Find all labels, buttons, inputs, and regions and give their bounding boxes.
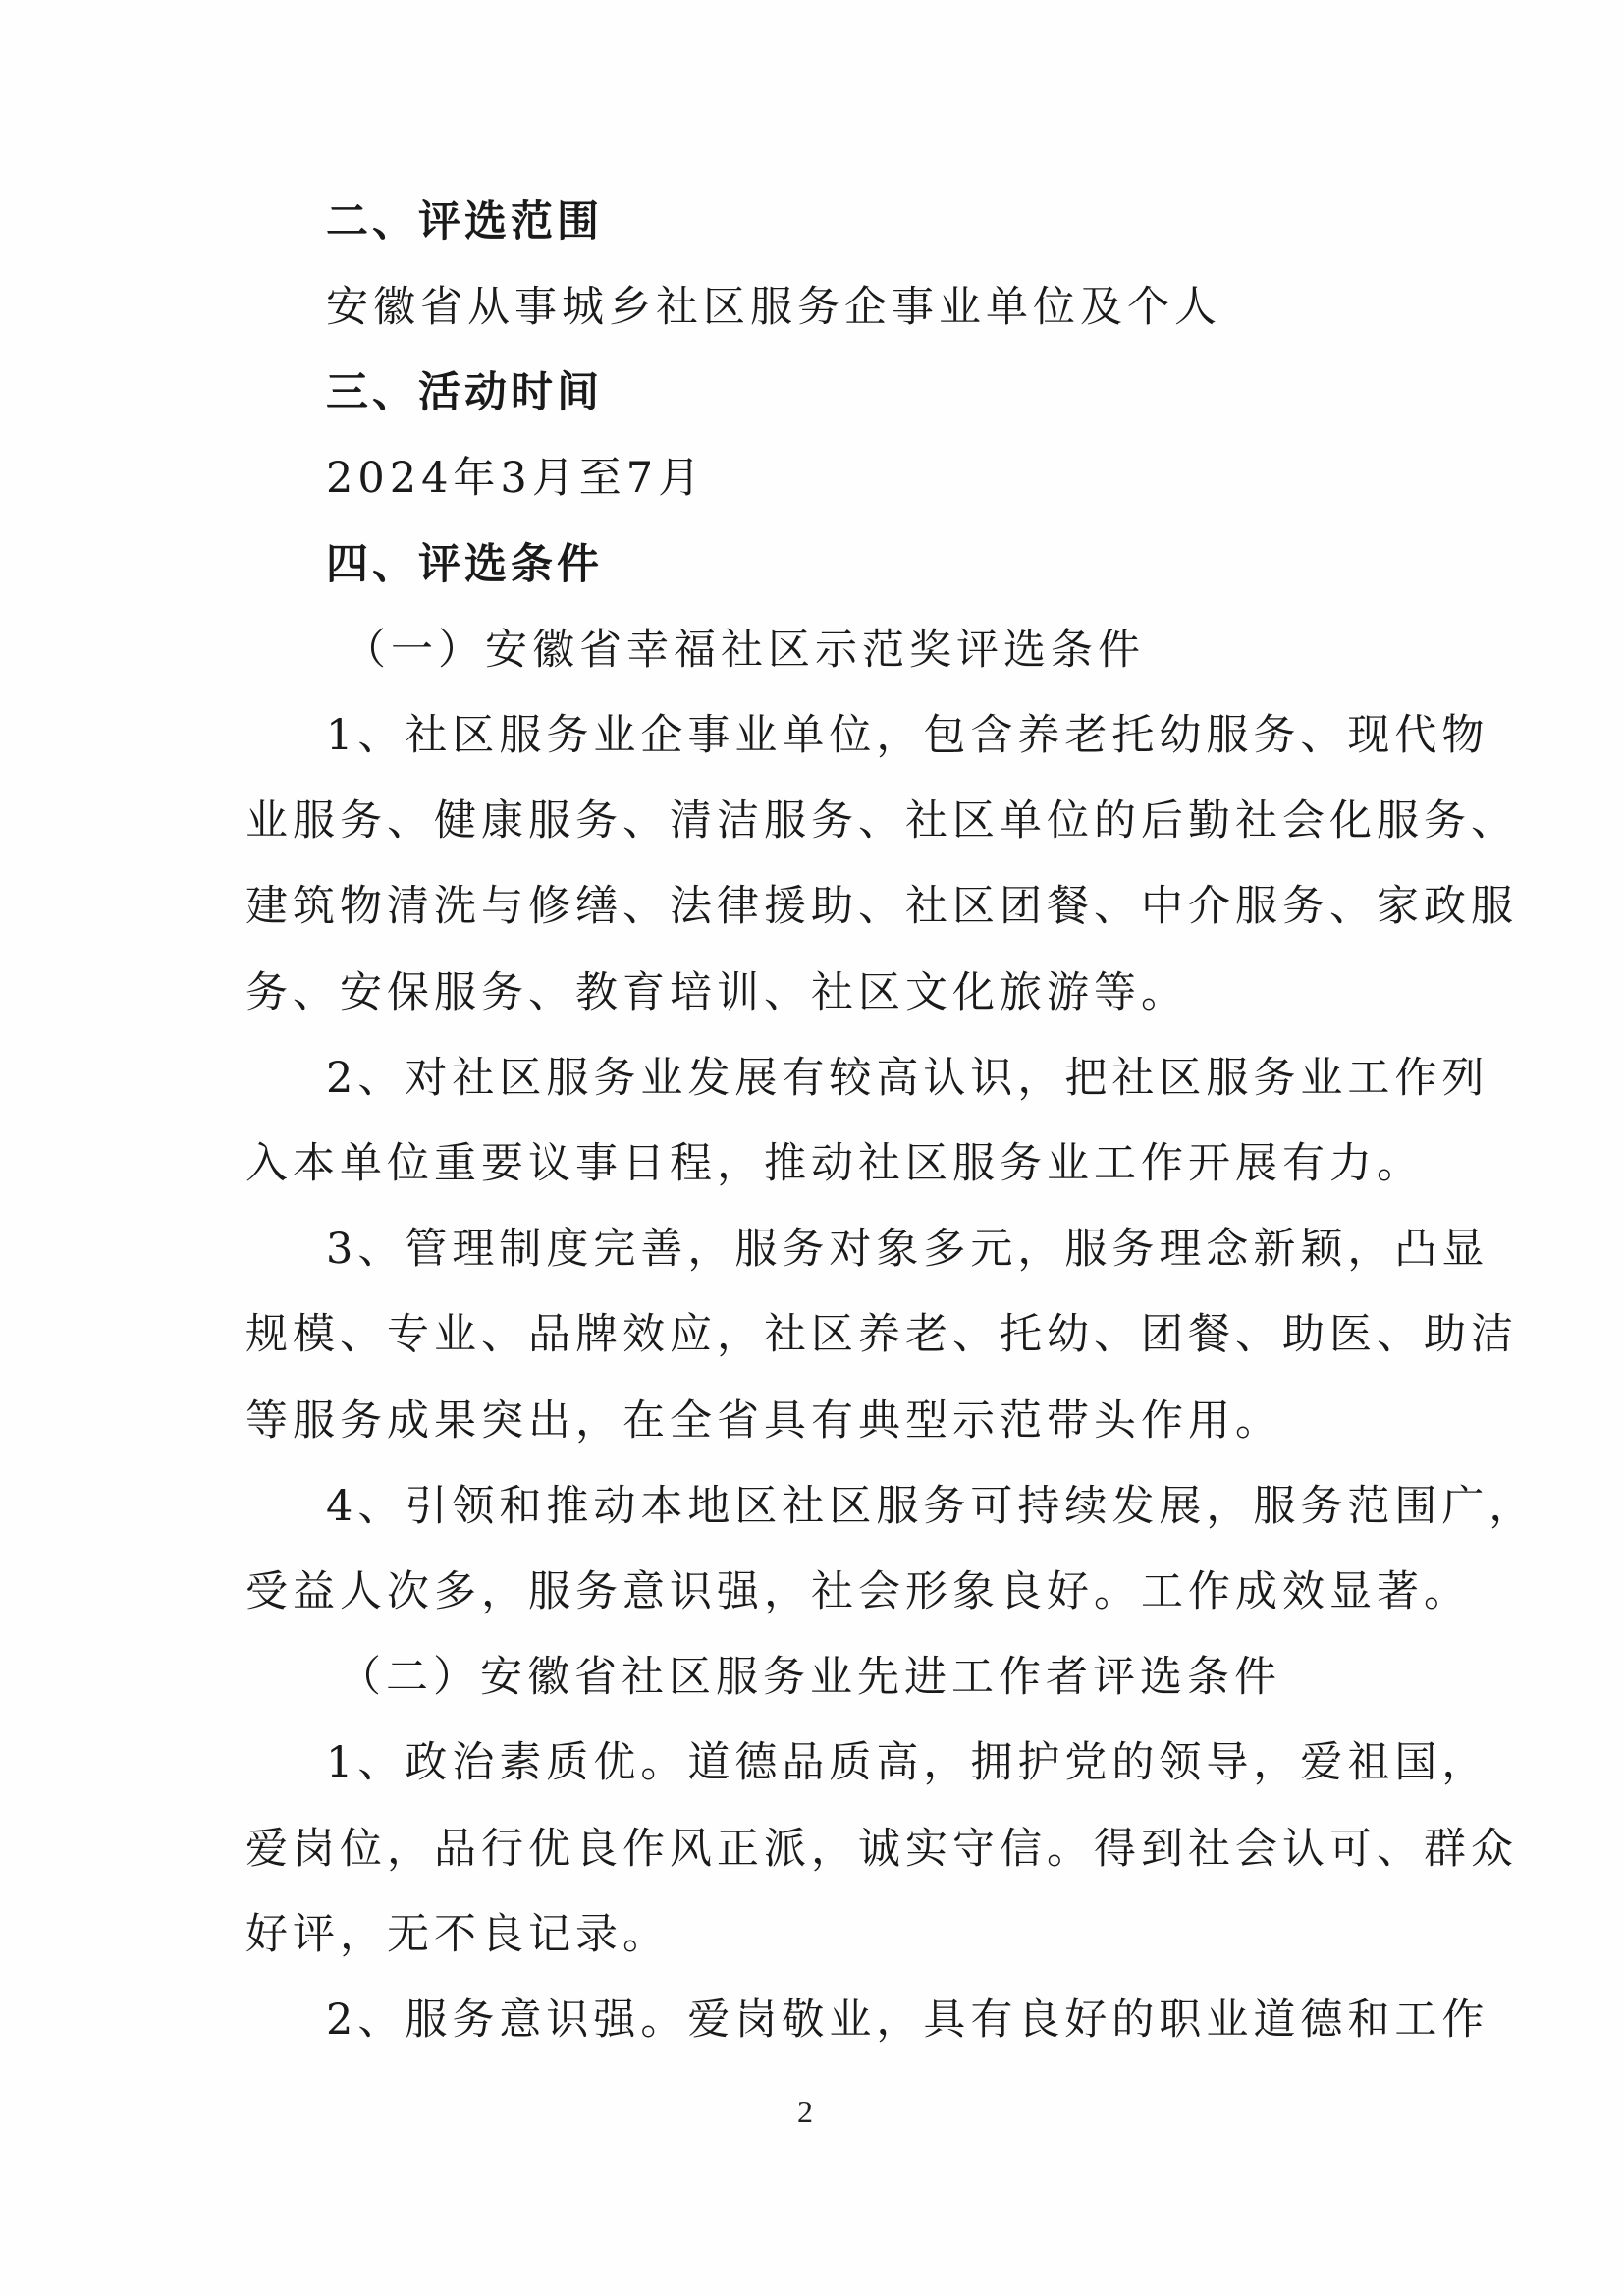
- subsection-2-title: （二）安徽省社区服务业先进工作者评选条件: [339, 1653, 1281, 1702]
- paragraph-line: 建筑物清洗与修缮、法律援助、社区团餐、中介服务、家政服: [245, 882, 1518, 931]
- paragraph-line: 3、管理制度完善，服务对象多元，服务理念新颖，凸显: [326, 1225, 1489, 1274]
- paragraph-line: 好评，无不良记录。: [245, 1910, 670, 1959]
- paragraph-line: 2、服务意识强。爱岗敬业，具有良好的职业道德和工作: [326, 1995, 1489, 2045]
- section-3-body: 2024年3月至7月: [326, 454, 706, 503]
- section-2-heading: 二、评选范围: [326, 197, 603, 246]
- paragraph-line: 1、政治素质优。道德品质高，拥护党的领导，爱祖国，: [326, 1738, 1489, 1787]
- subsection-1-title: （一）安徽省幸福社区示范奖评选条件: [344, 626, 1145, 675]
- paragraph-line: 入本单位重要议事日程，推动社区服务业工作开展有力。: [245, 1139, 1424, 1188]
- paragraph-line: 2、对社区服务业发展有较高认识，把社区服务业工作列: [326, 1054, 1489, 1103]
- section-4-heading: 四、评选条件: [326, 540, 603, 589]
- paragraph-line: 4、引领和推动本地区社区服务可持续发展，服务范围广，: [326, 1482, 1537, 1531]
- paragraph-line: 务、安保服务、教育培训、社区文化旅游等。: [245, 968, 1188, 1017]
- page-number: 2: [797, 2094, 813, 2129]
- paragraph-line: 受益人次多，服务意识强，社会形象良好。工作成效显著。: [245, 1567, 1471, 1616]
- paragraph-line: 业服务、健康服务、清洁服务、社区单位的后勤社会化服务、: [245, 796, 1518, 846]
- paragraph-line: 爱岗位，品行优良作风正派，诚实守信。得到社会认可、群众: [245, 1825, 1518, 1874]
- paragraph-line: 等服务成果突出，在全省具有典型示范带头作用。: [245, 1396, 1282, 1446]
- paragraph-line: 规模、专业、品牌效应，社区养老、托幼、团餐、助医、助洁: [245, 1310, 1518, 1359]
- section-2-body: 安徽省从事城乡社区服务企事业单位及个人: [326, 283, 1221, 332]
- section-3-heading: 三、活动时间: [326, 368, 603, 417]
- paragraph-line: 1、社区服务业企事业单位，包含养老托幼服务、现代物: [326, 711, 1489, 760]
